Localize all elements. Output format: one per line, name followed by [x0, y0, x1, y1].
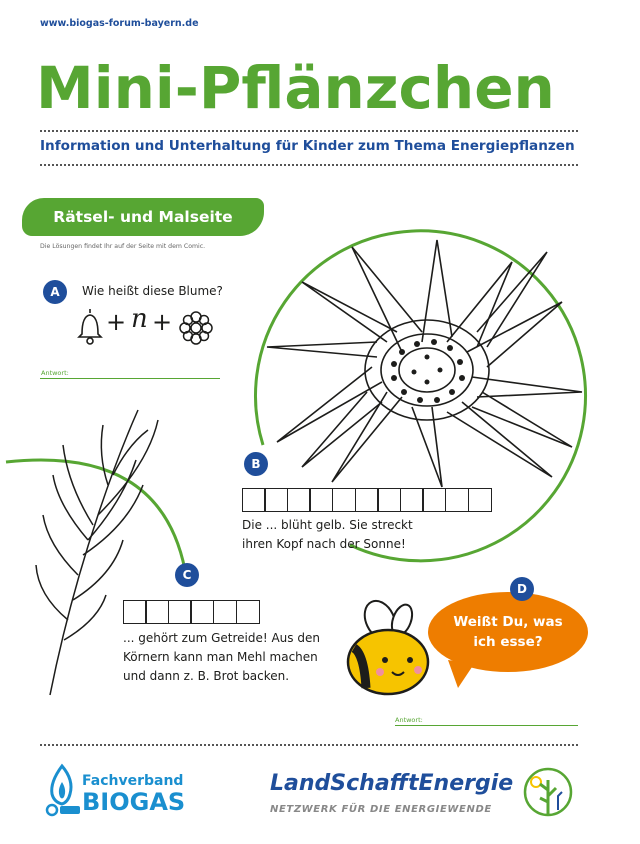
letter-box[interactable]: [468, 488, 492, 512]
page-title: Mini-Pflänzchen: [36, 54, 555, 122]
rebus-letter: n: [131, 304, 148, 334]
answer-line-d[interactable]: [395, 725, 578, 726]
bee-illustration: [340, 598, 440, 700]
letter-box[interactable]: [123, 600, 147, 624]
badge-a: A: [43, 280, 67, 304]
letter-box[interactable]: [190, 600, 214, 624]
letter-box[interactable]: [242, 488, 266, 512]
bubble-line2: ich esse?: [473, 634, 543, 650]
text-c-line1: ... gehört zum Getreide! Aus den: [123, 631, 320, 645]
answer-label-d: Antwort:: [395, 716, 423, 724]
letter-box[interactable]: [445, 488, 469, 512]
answer-line-a[interactable]: [40, 378, 220, 379]
letter-box[interactable]: [287, 488, 311, 512]
tree-logo-icon: [522, 766, 574, 824]
answer-label-a: Antwort:: [41, 369, 69, 377]
solution-hint: Die Lösungen findet Ihr auf der Seite mit dem Comic.: [40, 243, 206, 250]
letter-boxes-b[interactable]: [243, 488, 492, 512]
letter-box[interactable]: [332, 488, 356, 512]
divider-bottom: [40, 744, 578, 746]
landschafftenergie-label: LandSchafftEnergie: [270, 771, 514, 796]
letter-box[interactable]: [400, 488, 424, 512]
rebus-plus-2: +: [152, 308, 173, 336]
letter-box[interactable]: [422, 488, 446, 512]
letter-box[interactable]: [309, 488, 333, 512]
text-c-line2: Körnern kann man Mehl machen: [123, 650, 318, 664]
bubble-tail: [448, 660, 478, 690]
page-subtitle: Information und Unterhaltung für Kinder zum Thema Energiepflanzen: [40, 138, 575, 154]
sunflower-illustration: [262, 232, 592, 492]
flower-icon: [178, 310, 214, 346]
fachverband-label: Fachverband: [82, 773, 184, 789]
badge-d: D: [510, 577, 534, 601]
section-label: Rätsel- und Malseite: [22, 198, 264, 236]
text-c-line3: und dann z. B. Brot backen.: [123, 669, 290, 683]
rebus-plus-1: +: [106, 308, 127, 336]
question-a: Wie heißt diese Blume?: [82, 284, 223, 298]
letter-boxes-c[interactable]: [124, 600, 260, 624]
biogas-label: BIOGAS: [82, 788, 186, 816]
network-label: NETZWERK FÜR DIE ENERGIEWENDE: [270, 804, 492, 815]
website-url[interactable]: www.biogas-forum-bayern.de: [40, 18, 199, 29]
flame-logo-icon: [40, 762, 84, 818]
letter-box[interactable]: [377, 488, 401, 512]
bell-icon: [76, 306, 104, 348]
letter-box[interactable]: [145, 600, 169, 624]
text-b-line1: Die ... blüht gelb. Sie streckt: [242, 518, 413, 532]
letter-box[interactable]: [264, 488, 288, 512]
badge-b: B: [244, 452, 268, 476]
letter-box[interactable]: [168, 600, 192, 624]
letter-box[interactable]: [213, 600, 237, 624]
letter-box[interactable]: [236, 600, 260, 624]
text-b-line2: ihren Kopf nach der Sonne!: [242, 537, 406, 551]
letter-box[interactable]: [355, 488, 379, 512]
bubble-line1: Weißt Du, was: [453, 614, 563, 630]
badge-c: C: [175, 563, 199, 587]
